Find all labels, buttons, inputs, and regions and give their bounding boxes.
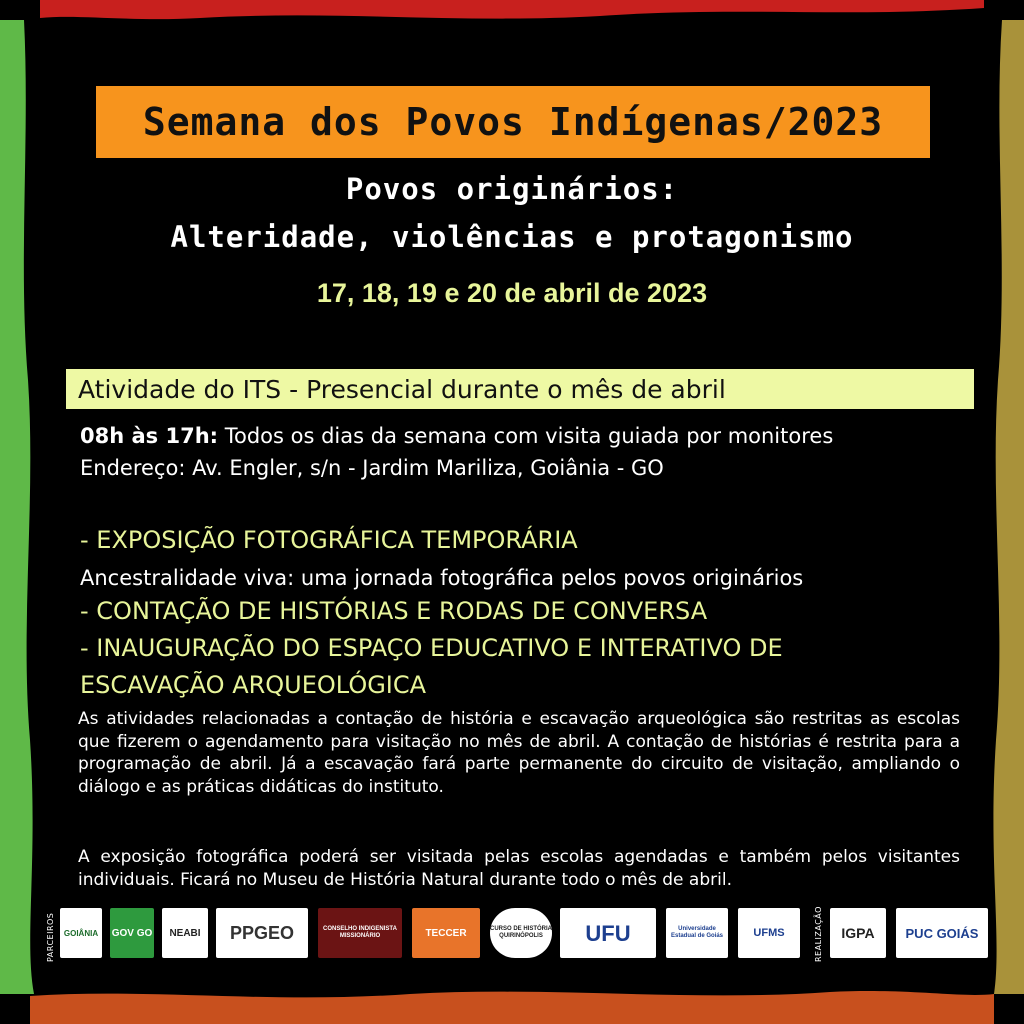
left-green-brush (0, 20, 44, 994)
ufms-logo: UFMS (738, 908, 800, 958)
ueg-logo: Universidade Estadual de Goiás (666, 908, 728, 958)
bottom-orange-brush (30, 974, 994, 1024)
activity-title: Atividade do ITS - Presencial durante o mês de abril (78, 374, 726, 404)
section-exposicao: - EXPOSIÇÃO FOTOGRÁFICA TEMPORÁRIA (80, 526, 578, 554)
ufu-logo: UFU (560, 908, 656, 958)
realization-label: REALIZAÇÃO (814, 906, 823, 962)
ppgeo-logo: PPGEO (216, 908, 308, 958)
neabi-logo: NEABI (162, 908, 208, 958)
right-olive-brush (980, 20, 1024, 994)
activity-banner (66, 369, 974, 409)
event-dates: 17, 18, 19 e 20 de abril de 2023 (316, 278, 708, 308)
address-line: Endereço: Av. Engler, s/n - Jardim Mariliza, Goiânia - GO (80, 456, 664, 480)
title-banner (96, 86, 930, 158)
curso-historia-logo: CURSO DE HISTÓRIA QUIRINÓPOLIS (490, 908, 552, 958)
info-paragraph-2: A exposição fotográfica poderá ser visitada pelas escolas agendadas e também pelos visitantes individuais. Ficará no Museu de História Natural durante todo o mês de abril. (78, 847, 960, 890)
govgo-logo: GOV GO (110, 908, 154, 958)
info-paragraph-1: As atividades relacionadas a contação de história e escavação arqueológica são restritas as escolas que fizerem o agendamento para visitação no mês de abril. A contação de histórias é restrita para a programação de abril. Já a escavação fará parte permanente do circuito de visitação, ampliando o diálogo e as práticas didáticas do instituto. (78, 709, 960, 797)
page-title: Semana dos Povos Indígenas/2023 (142, 100, 884, 144)
logo-strip (44, 904, 990, 972)
hours-text: Todos os dias da semana com visita guiada por monitores (218, 424, 834, 448)
section-inauguracao-line-1: - INAUGURAÇÃO DO ESPAÇO EDUCATIVO E INTERATIVO DE (80, 634, 783, 662)
subtitle-line-1: Povos originários: (345, 172, 679, 206)
subtitle-line-2: Alteridade, violências e protagonismo (170, 220, 854, 254)
igpa-logo: IGPA (830, 908, 886, 958)
section-inauguracao-line-2: ESCAVAÇÃO ARQUEOLÓGICA (80, 671, 427, 699)
teccer-logo: TECCER (412, 908, 480, 958)
cimi-logo: CONSELHO INDIGENISTA MISSIONÁRIO (318, 908, 402, 958)
goiania-logo: GOIÂNIA (60, 908, 102, 958)
partners-label: PARCEIROS (46, 912, 55, 962)
hours-line (80, 424, 833, 448)
puc-goias-logo: PUC GOIÁS (896, 908, 988, 958)
hours-label: 08h às 17h: (80, 424, 219, 448)
top-red-brush (40, 0, 984, 26)
section-exposicao-desc: Ancestralidade viva: uma jornada fotográfica pelos povos originários (80, 566, 804, 590)
section-contacao: - CONTAÇÃO DE HISTÓRIAS E RODAS DE CONVERSA (80, 597, 708, 625)
